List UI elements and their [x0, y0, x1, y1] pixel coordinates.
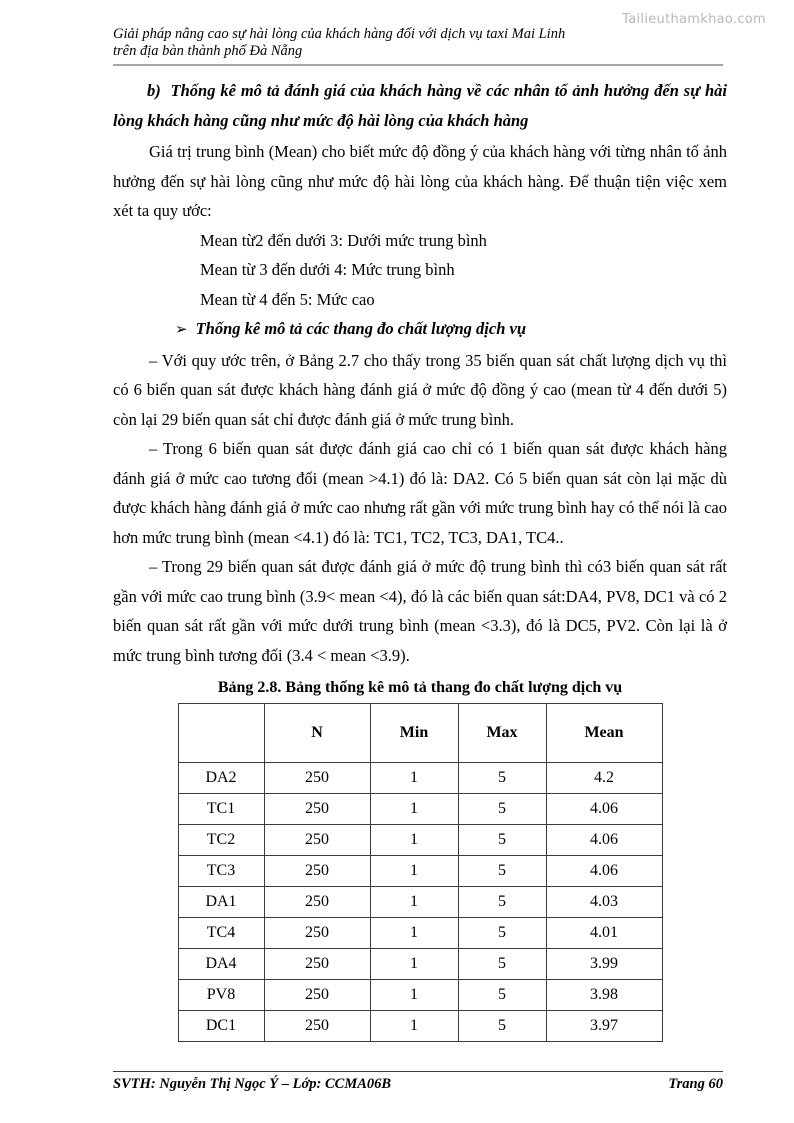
paragraph-1: – Với quy ước trên, ở Bảng 2.7 cho thấy trong 35 biến quan sát chất lượng dịch vụ thì có 6 biến quan sát được khách hàng đánh giá ở mức độ đồng ý cao (mean từ 4 đến dưới 5) còn lại 29 biến quan sát chỉ được đánh giá ở mức trung bình.: [113, 350, 727, 429]
table-cell-variable: PV8: [178, 980, 264, 1011]
table-cell-value: 250: [264, 794, 370, 825]
table-cell-value: 1: [370, 763, 458, 794]
section-label: b): [147, 81, 161, 100]
table-body: [178, 763, 662, 1042]
table-row: [178, 887, 662, 918]
arrow-bullet-icon: ➢: [175, 322, 188, 338]
table-row: [178, 949, 662, 980]
table-cell-value: 5: [458, 856, 546, 887]
table-cell-value: 250: [264, 949, 370, 980]
running-footer: [113, 1071, 723, 1093]
table-caption: Bảng 2.8. Bảng thống kê mô tả thang đo chất lượng dịch vụ: [217, 679, 623, 696]
mean-rule-1: Mean từ2 đến dưới 3: Dưới mức trung bình: [200, 230, 487, 250]
table-cell-value: 1: [370, 856, 458, 887]
table-cell-value: 250: [264, 763, 370, 794]
table-cell-value: 4.06: [546, 794, 662, 825]
intro-paragraph: Giá trị trung bình (Mean) cho biết mức độ đồng ý của khách hàng với từng nhân tố ảnh hưởng đến sự hài lòng cũng như mức độ hài lòng của khách hàng. Để thuận tiện việc xem xét ta quy ước:: [113, 142, 727, 220]
table-cell-value: 1: [370, 794, 458, 825]
table-row: [178, 856, 662, 887]
table-cell-value: 250: [264, 887, 370, 918]
table-cell-value: 250: [264, 918, 370, 949]
table-row: [178, 763, 662, 794]
stats-table: [178, 703, 663, 1042]
column-header-min: Min: [370, 704, 458, 763]
table-cell-value: 5: [458, 825, 546, 856]
paragraph-3: – Trong 29 biến quan sát được đánh giá ở mức độ trung bình thì có3 biến quan sát rất gần với mức cao trung bình (3.9< mean <4), đó là các biến quan sát:DA4, PV8, DC1 và có 2 biến quan sát rất gần với mức dưới trung bình (mean <3.3), đó là DC5, PV2. Còn lại là ở mức trung bình tương đối (3.4 < mean <3.9).: [113, 557, 727, 665]
running-header: [113, 26, 723, 66]
table-cell-variable: TC2: [178, 825, 264, 856]
table-cell-variable: TC3: [178, 856, 264, 887]
table-cell-value: 1: [370, 949, 458, 980]
column-header-n: N: [264, 704, 370, 763]
table-cell-value: 1: [370, 887, 458, 918]
table-cell-value: 250: [264, 825, 370, 856]
table-cell-variable: DA2: [178, 763, 264, 794]
table-cell-variable: DA1: [178, 887, 264, 918]
table-cell-value: 4.03: [546, 887, 662, 918]
table-cell-value: 5: [458, 887, 546, 918]
table-cell-value: 5: [458, 1011, 546, 1042]
table-cell-value: 1: [370, 825, 458, 856]
table-cell-value: 1: [370, 980, 458, 1011]
column-header-mean: Mean: [546, 704, 662, 763]
table-cell-variable: DC1: [178, 1011, 264, 1042]
table-cell-value: 5: [458, 980, 546, 1011]
footer-page-number: Trang 60: [668, 1076, 723, 1092]
mean-rule-2: Mean từ 3 đến dưới 4: Mức trung bình: [200, 260, 455, 279]
table-cell-variable: TC1: [178, 794, 264, 825]
table-cell-value: 250: [264, 856, 370, 887]
table-cell-value: 3.97: [546, 1011, 662, 1042]
column-header-max: Max: [458, 704, 546, 763]
running-header-line-1: Giải pháp nâng cao sự hài lòng của khách hàng đối với dịch vụ taxi Mai Linh: [113, 26, 566, 42]
table-cell-value: 250: [264, 1011, 370, 1042]
table-cell-variable: DA4: [178, 949, 264, 980]
mean-rule-3: Mean từ 4 đến 5: Mức cao: [200, 289, 375, 309]
table-cell-value: 4.01: [546, 918, 662, 949]
table-cell-value: 4.2: [546, 763, 662, 794]
page-content: [113, 76, 727, 1042]
table-cell-value: 5: [458, 794, 546, 825]
table-cell-value: 5: [458, 763, 546, 794]
table-row: [178, 980, 662, 1011]
table-cell-value: 1: [370, 1011, 458, 1042]
table-header-row: [178, 704, 662, 763]
table-cell-value: 1: [370, 918, 458, 949]
site-watermark: Tailieuthamkhao.com: [622, 12, 766, 27]
bullet-heading: [113, 314, 727, 346]
table-cell-value: 4.06: [546, 856, 662, 887]
table-row: [178, 918, 662, 949]
table-cell-value: 5: [458, 949, 546, 980]
table-row: [178, 1011, 662, 1042]
footer-author: SVTH: Nguyễn Thị Ngọc Ý – Lớp: CCMA06B: [113, 1076, 392, 1092]
column-header-label: [178, 704, 264, 763]
table-cell-variable: TC4: [178, 918, 264, 949]
section-heading: [113, 76, 727, 135]
table-cell-value: 250: [264, 980, 370, 1011]
bullet-heading-text: Thống kê mô tả các thang đo chất lượng dịch vụ: [195, 319, 527, 338]
paragraph-2: – Trong 6 biến quan sát được đánh giá cao chỉ có 1 biến quan sát được khách hàng đánh giá ở mức cao tương đối (mean >4.1) đó là: DA2. Có 5 biến quan sát còn lại mặc dù được khách hàng đánh giá ở mức cao nhưng rất gần với mức trung bình hay có thể nói là cao hơn mức trung bình (mean <4.1) đó là: TC1, TC2, TC3, DA1, TC4..: [113, 439, 727, 547]
running-header-line-2: trên địa bàn thành phố Đà Nẵng: [113, 43, 303, 59]
table-cell-value: 4.06: [546, 825, 662, 856]
table-cell-value: 3.98: [546, 980, 662, 1011]
table-cell-value: 3.99: [546, 949, 662, 980]
table-row: [178, 794, 662, 825]
table-row: [178, 825, 662, 856]
table-cell-value: 5: [458, 918, 546, 949]
section-heading-text: Thống kê mô tả đánh giá của khách hàng về các nhân tố ảnh hưởng đến sự hài lòng khách hàng cũng như mức độ hài lòng của khách hàng: [113, 81, 728, 130]
